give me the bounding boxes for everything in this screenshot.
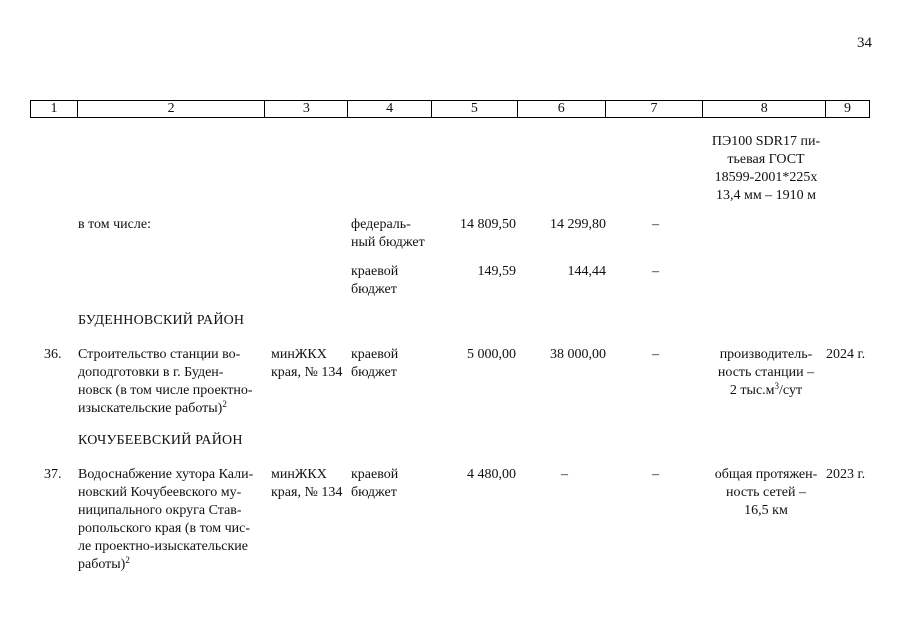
- row37-name-line: Водоснабжение хутора Кали-: [78, 467, 254, 482]
- row36-col8-text: 2 тыс.м: [729, 383, 775, 398]
- executor-line: края, № 134: [271, 365, 343, 380]
- subrow-regional-source: [351, 263, 435, 299]
- subrow-regional-col5: 149,59: [477, 264, 516, 279]
- row37-name-line: ниципального округа Став-: [78, 503, 242, 518]
- header-col-5: 5: [432, 101, 518, 117]
- source-line: краевой: [351, 467, 399, 482]
- district-heading-budennovsky: БУДЕННОВСКИЙ РАЙОН: [78, 313, 245, 328]
- header-col-7: 7: [606, 101, 704, 117]
- row36-number: 36.: [44, 347, 62, 362]
- page-number: 34: [857, 35, 872, 51]
- row37-col5: 4 480,00: [467, 467, 516, 482]
- row37-name-line: [78, 556, 267, 574]
- row36-name-line: новск (в том числе проектно-: [78, 383, 253, 398]
- header-col-2: 2: [78, 101, 266, 117]
- header-col-3: 3: [265, 101, 348, 117]
- subrow-regional-col7: –: [652, 264, 659, 279]
- row36-col8-line: производитель-: [719, 347, 813, 362]
- header-col-1: 1: [31, 101, 78, 117]
- source-line: ный бюджет: [351, 235, 425, 250]
- row36-source: [351, 346, 435, 382]
- row36-col5: 5 000,00: [467, 347, 516, 362]
- row37-year: 2023 г.: [826, 467, 866, 482]
- row37-col8-line: ность сетей –: [726, 485, 806, 500]
- executor-line: минЖКХ: [271, 467, 327, 482]
- continuation-col8-line: 13,4 мм – 1910 м: [715, 188, 817, 203]
- row36-name-text: изыскательские работы): [78, 401, 223, 416]
- footnote-mark: 2: [125, 555, 130, 565]
- subrow-federal-source: [351, 216, 435, 252]
- row36-executor: [271, 346, 353, 382]
- row36-col8-text: /сут: [779, 383, 803, 398]
- subrow-federal-col7: –: [652, 217, 659, 232]
- row36-col7: –: [652, 347, 659, 362]
- row36-year: 2024 г.: [826, 347, 866, 362]
- superscript: 3: [774, 381, 780, 391]
- source-line: бюджет: [351, 282, 397, 297]
- continuation-col8: [705, 133, 827, 205]
- source-line: бюджет: [351, 485, 397, 500]
- row37-col8-line: 16,5 км: [744, 503, 788, 518]
- source-line: краевой: [351, 264, 399, 279]
- source-line: краевой: [351, 347, 399, 362]
- row36-name-line: [78, 400, 267, 418]
- row37-name-line: ле проектно-изыскательские: [78, 539, 248, 554]
- row37-name-text: работы): [78, 557, 126, 572]
- header-col-9: 9: [844, 101, 852, 116]
- footnote-mark: 2: [222, 399, 227, 409]
- row37-number: 37.: [44, 467, 62, 482]
- row37-name-line: новский Кочубеевского му-: [78, 485, 242, 500]
- continuation-col8-line: ПЭ100 SDR17 пи-: [711, 134, 821, 149]
- row36-col8: [705, 346, 827, 400]
- table-header-row: [30, 100, 870, 118]
- row36-name-line: доподготовки в г. Буден-: [78, 365, 224, 380]
- continuation-col8-line: 18599-2001*225х: [714, 170, 818, 185]
- row37-col6: –: [561, 467, 568, 482]
- row37-col8-line: общая протяжен-: [714, 467, 818, 482]
- header-col-4: 4: [348, 101, 432, 117]
- including-label: в том числе:: [78, 217, 151, 232]
- subrow-federal-col5: 14 809,50: [460, 217, 516, 232]
- row37-col7: –: [652, 467, 659, 482]
- row36-col6: 38 000,00: [550, 347, 606, 362]
- continuation-col8-line: тьевая ГОСТ: [727, 152, 805, 167]
- row37-col8: [705, 466, 827, 520]
- row36-col8-line: [705, 382, 827, 400]
- source-line: федераль-: [351, 217, 411, 232]
- executor-line: минЖКХ: [271, 347, 327, 362]
- header-col-6: 6: [518, 101, 606, 117]
- executor-line: края, № 134: [271, 485, 343, 500]
- row37-executor: [271, 466, 353, 502]
- district-heading-kochubeevsky: КОЧУБЕЕВСКИЙ РАЙОН: [78, 433, 243, 448]
- row36-name: [78, 346, 267, 418]
- row36-name-line: Строительство станции во-: [78, 347, 241, 362]
- source-line: бюджет: [351, 365, 397, 380]
- row36-col8-line: ность станции –: [717, 365, 815, 380]
- row37-name-line: ропольского края (в том чис-: [78, 521, 251, 536]
- header-col-8: 8: [703, 101, 826, 117]
- subrow-regional-col6: 144,44: [567, 264, 606, 279]
- row37-name: [78, 466, 267, 574]
- row37-source: [351, 466, 435, 502]
- subrow-federal-col6: 14 299,80: [550, 217, 606, 232]
